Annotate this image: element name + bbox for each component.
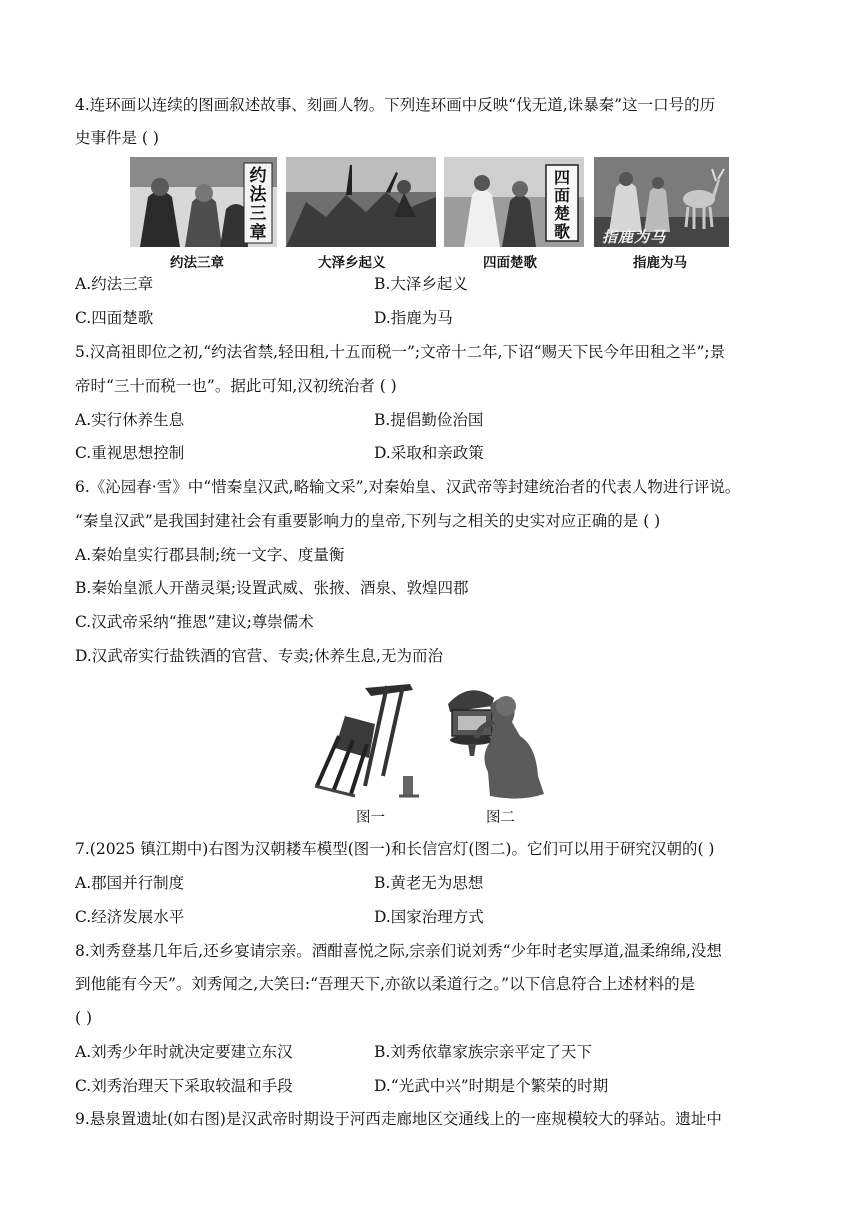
q5-option-a[interactable]: A.实行休养生息: [75, 411, 185, 429]
figure-caption-2: 图二: [486, 810, 515, 826]
q7-option-c[interactable]: C.经济发展水平: [75, 908, 185, 926]
q4-option-b[interactable]: B.大泽乡起义: [374, 275, 468, 293]
q5-stem-line1: 5.汉高祖即位之初,“约法省禁,轻田租,十五而税一”;文帝十二年,下诏“赐天下民今年田租之半”;景: [75, 343, 726, 361]
q5-option-b[interactable]: B.提倡勤俭治国: [374, 411, 484, 429]
comic-caption-3: 四面楚歌: [483, 255, 537, 271]
comic-embedded-title-1: 约法三章: [249, 166, 267, 243]
figure-caption-1: 图一: [356, 810, 385, 826]
comic-embedded-title-4: 指鹿为马: [602, 228, 667, 246]
q6-option-a[interactable]: A.秦始皇实行郡县制;统一文字、度量衡: [75, 546, 345, 564]
q4-option-a[interactable]: A.约法三章: [75, 275, 154, 293]
q9-stem-line1: 9.悬泉置遗址(如右图)是汉武帝时期设于河西走廊地区交通线上的一座规模较大的驿站。遗址中: [75, 1110, 722, 1128]
comic-picture-zhiluweima: [594, 157, 729, 247]
q8-stem-line2: 到他能有今天”。刘秀闻之,大笑曰:“吾理天下,亦欲以柔道行之。”以下信息符合上述材料的是: [75, 975, 696, 993]
q7-option-a[interactable]: A.郡国并行制度: [75, 874, 185, 892]
q6-option-d[interactable]: D.汉武帝实行盐铁酒的官营、专卖;休养生息,无为而治: [75, 647, 443, 665]
q7-option-b[interactable]: B.黄老无为思想: [374, 874, 484, 892]
q4-option-d[interactable]: D.指鹿为马: [374, 309, 453, 327]
comic-picture-simianchuge: [444, 157, 584, 247]
comic-caption-2: 大泽乡起义: [318, 255, 386, 271]
q8-option-d[interactable]: D.“光武中兴”时期是个繁荣的时期: [374, 1077, 609, 1095]
comic-embedded-title-3: 四面楚歌: [553, 168, 570, 241]
q4-option-c[interactable]: C.四面楚歌: [75, 309, 154, 327]
q7-option-d[interactable]: D.国家治理方式: [374, 908, 484, 926]
figure-louche-model: [305, 676, 430, 804]
q6-option-c[interactable]: C.汉武帝采纳“推恩”建议;尊崇儒术: [75, 613, 314, 631]
q8-stem-line3: ( ): [75, 1009, 93, 1027]
figure-changxin-palace-lamp: [440, 676, 552, 804]
q6-option-b[interactable]: B.秦始皇派人开凿灵渠;设置武威、张掖、酒泉、敦煌四郡: [75, 579, 469, 597]
q6-stem-line2: “秦皇汉武”是我国封建社会有重要影响力的皇帝,下列与之相关的史实对应正确的是 ( ): [75, 512, 661, 530]
q6-stem-line1: 6.《沁园春·雪》中“惜秦皇汉武,略输文采”,对秦始皇、汉武帝等封建统治者的代表人物进行评说。: [75, 478, 741, 496]
q5-stem-line2: 帝时“三十而税一也”。据此可知,汉初统治者 ( ): [75, 377, 397, 395]
comic-caption-4: 指鹿为马: [633, 255, 687, 271]
q8-option-a[interactable]: A.刘秀少年时就决定要建立东汉: [75, 1043, 293, 1061]
q5-option-c[interactable]: C.重视思想控制: [75, 444, 185, 462]
q4-stem-line2: 史事件是 ( ): [75, 129, 159, 147]
q8-stem-line1: 8.刘秀登基几年后,还乡宴请宗亲。酒酣喜悦之际,宗亲们说刘秀“少年时老实厚道,温柔绵绵,没想: [75, 942, 722, 960]
q5-option-d[interactable]: D.采取和亲政策: [374, 444, 484, 462]
comic-picture-yuefasanzhang: [130, 157, 277, 247]
q8-option-b[interactable]: B.刘秀依靠家族宗亲平定了天下: [374, 1043, 592, 1061]
comic-caption-1: 约法三章: [170, 255, 224, 271]
comic-picture-dazexiang: [286, 157, 436, 247]
q4-stem-line1: 4.连环画以连续的图画叙述故事、刻画人物。下列连环画中反映“伐无道,诛暴秦”这一口号的历: [75, 96, 716, 114]
q8-option-c[interactable]: C.刘秀治理天下采取较温和手段: [75, 1077, 293, 1095]
q7-stem-line1: 7.(2025 镇江期中)右图为汉朝耧车模型(图一)和长信宫灯(图二)。它们可以用于研究汉朝的( ): [75, 840, 715, 858]
